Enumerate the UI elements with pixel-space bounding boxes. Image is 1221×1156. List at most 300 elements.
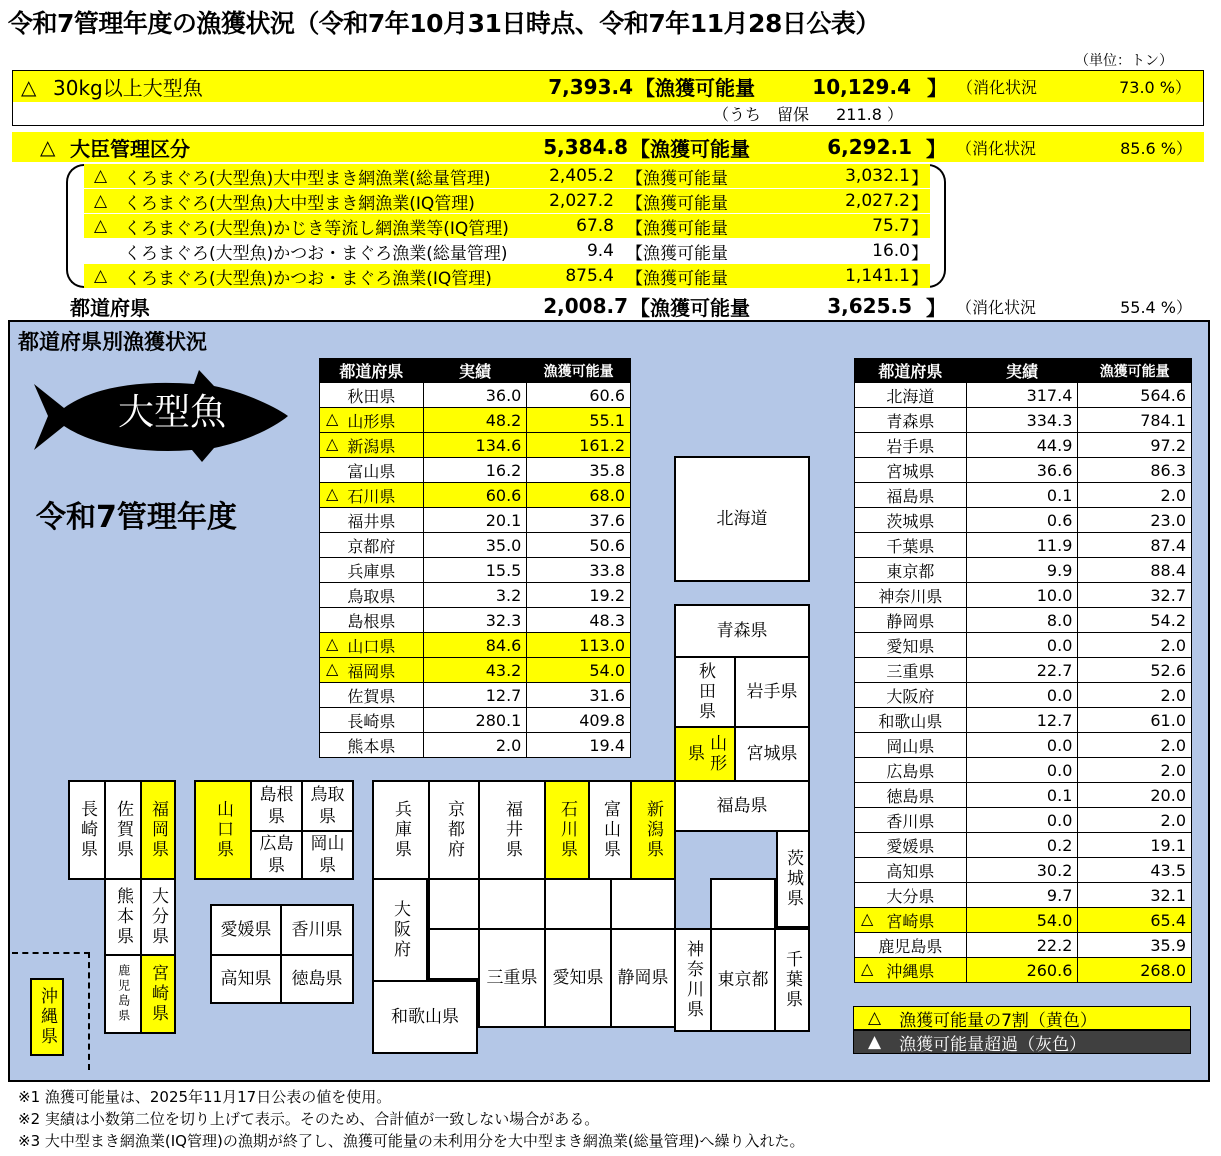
map-miyagi bbox=[734, 726, 810, 782]
catch-cell: 260.6 bbox=[966, 958, 1078, 983]
tac-cell: 19.4 bbox=[527, 733, 631, 758]
map-hyogo bbox=[372, 780, 430, 880]
map-yamagata bbox=[674, 726, 736, 782]
catch-cell: 11.9 bbox=[966, 533, 1078, 558]
map-label: 香川県 bbox=[291, 919, 343, 940]
col-header-pref: 都道府県 bbox=[855, 359, 967, 383]
pref-name: 福島県 bbox=[886, 486, 935, 506]
table-row bbox=[855, 708, 1192, 733]
table-row bbox=[320, 533, 631, 558]
map-label: 茨城県 bbox=[783, 849, 804, 909]
pref-cell bbox=[855, 858, 967, 883]
fishery-catch: 2,027.2 bbox=[549, 191, 614, 211]
pref-name: 徳島県 bbox=[886, 786, 935, 806]
tac-cell: 32.1 bbox=[1078, 883, 1192, 908]
pref-cell bbox=[855, 658, 967, 683]
footnote: ※1 漁獲可能量は、2025年11月17日公表の値を使用。 bbox=[18, 1088, 392, 1106]
table-row bbox=[320, 583, 631, 608]
tac-cell: 31.6 bbox=[527, 683, 631, 708]
map-toyama bbox=[588, 780, 632, 880]
catch-cell: 54.0 bbox=[966, 908, 1078, 933]
fishery-row bbox=[84, 164, 930, 188]
catch-cell: 36.6 bbox=[966, 458, 1078, 483]
pref-name: 香川県 bbox=[886, 811, 935, 831]
summary-row bbox=[12, 70, 1204, 102]
pref-cell bbox=[855, 758, 967, 783]
panel-heading: 都道府県別漁獲状況 bbox=[18, 330, 207, 354]
pref-name: 茨城県 bbox=[886, 511, 935, 531]
pref-name: 北海道 bbox=[886, 386, 935, 406]
tac-cell: 97.2 bbox=[1078, 433, 1192, 458]
map-label: 鹿児島県 bbox=[116, 964, 131, 1024]
catch-cell: 20.1 bbox=[423, 508, 527, 533]
status-mark: △ bbox=[861, 958, 874, 978]
tac-cell: 33.8 bbox=[527, 558, 631, 583]
map-fukuoka bbox=[140, 780, 176, 880]
pref-cell bbox=[855, 633, 967, 658]
pref-name: 和歌山県 bbox=[878, 711, 943, 731]
pref-name: 神奈川県 bbox=[878, 586, 943, 606]
fishery-row bbox=[84, 264, 930, 288]
catch-cell: 0.2 bbox=[966, 833, 1078, 858]
minister-tac: 6,292.1 bbox=[827, 135, 912, 159]
fishery-row bbox=[84, 239, 930, 263]
table-row bbox=[855, 783, 1192, 808]
minister-rate: 85.6 %） bbox=[1120, 138, 1192, 158]
catch-cell: 48.2 bbox=[423, 408, 527, 433]
catch-cell: 0.0 bbox=[966, 808, 1078, 833]
map-chiba bbox=[774, 928, 810, 1032]
map-tokyo bbox=[710, 928, 776, 1032]
catch-cell: 0.1 bbox=[966, 483, 1078, 508]
col-header-tac: 漁獲可能量 bbox=[1078, 359, 1192, 383]
prefecture-rate-label: （消化状況 bbox=[956, 297, 1037, 317]
legend-text: 漁獲可能量超過（灰色） bbox=[899, 1034, 1087, 1055]
prefecture-tac-label: 【漁獲可能量 bbox=[630, 295, 750, 320]
summary-tac: 10,129.4 bbox=[812, 74, 911, 99]
map-fukui bbox=[478, 780, 546, 880]
map-label: 愛知県 bbox=[552, 967, 604, 988]
map-ehime bbox=[210, 904, 282, 956]
catch-cell: 32.3 bbox=[423, 608, 527, 633]
pref-name: 愛知県 bbox=[886, 636, 935, 656]
pref-cell bbox=[320, 458, 424, 483]
map-kanagawa bbox=[674, 928, 712, 1032]
pref-cell bbox=[320, 708, 424, 733]
map-label: 石川県 bbox=[557, 800, 578, 860]
summary-rate-label: （消化状況 bbox=[957, 78, 1038, 97]
map-tokushima bbox=[280, 954, 354, 1004]
fishery-tac-label: 【漁獲可能量 bbox=[626, 268, 728, 289]
table-row bbox=[320, 508, 631, 533]
table-row bbox=[320, 458, 631, 483]
tac-cell: 409.8 bbox=[527, 708, 631, 733]
catch-cell: 0.0 bbox=[966, 683, 1078, 708]
tac-cell: 54.2 bbox=[1078, 608, 1192, 633]
minister-label: 大臣管理区分 bbox=[70, 136, 190, 161]
pref-name: 兵庫県 bbox=[347, 561, 396, 581]
table-row bbox=[855, 758, 1192, 783]
fishery-catch: 67.8 bbox=[576, 216, 614, 236]
status-mark: △ bbox=[326, 408, 339, 428]
map-okayama bbox=[301, 830, 354, 880]
catch-cell: 0.0 bbox=[966, 633, 1078, 658]
catch-cell: 44.9 bbox=[966, 433, 1078, 458]
catch-cell: 12.7 bbox=[966, 708, 1078, 733]
map-blank-block bbox=[544, 878, 612, 930]
map-label: 宮崎県 bbox=[148, 964, 169, 1024]
tac-cell: 61.0 bbox=[1078, 708, 1192, 733]
table-row bbox=[855, 558, 1192, 583]
pref-cell bbox=[320, 608, 424, 633]
pref-cell bbox=[855, 558, 967, 583]
catch-cell: 3.2 bbox=[423, 583, 527, 608]
table-row bbox=[855, 883, 1192, 908]
map-miyazaki bbox=[140, 954, 176, 1034]
table-row bbox=[855, 383, 1192, 408]
map-label: 北海道 bbox=[716, 508, 768, 529]
table-row bbox=[855, 858, 1192, 883]
legend-mark: ▲ bbox=[868, 1032, 882, 1052]
pref-name: 沖縄県 bbox=[886, 961, 935, 981]
pref-cell bbox=[320, 408, 424, 433]
status-mark: △ bbox=[326, 483, 339, 503]
pref-name: 岩手県 bbox=[886, 436, 935, 456]
map-label: 大阪府 bbox=[390, 900, 411, 960]
fishery-catch: 875.4 bbox=[565, 266, 614, 286]
col-header-catch: 実績 bbox=[423, 359, 527, 383]
fishery-tac-label: 【漁獲可能量 bbox=[626, 193, 728, 214]
catch-cell: 16.2 bbox=[423, 458, 527, 483]
map-label: 青森県 bbox=[716, 620, 768, 641]
tac-cell: 268.0 bbox=[1078, 958, 1192, 983]
tac-cell: 113.0 bbox=[527, 633, 631, 658]
catch-cell: 0.6 bbox=[966, 508, 1078, 533]
tac-cell: 2.0 bbox=[1078, 733, 1192, 758]
catch-cell: 134.6 bbox=[423, 433, 527, 458]
pref-name: 高知県 bbox=[886, 861, 935, 881]
pref-cell bbox=[855, 383, 967, 408]
minister-rate-label: （消化状況 bbox=[956, 138, 1037, 158]
catch-cell: 280.1 bbox=[423, 708, 527, 733]
tac-cell: 564.6 bbox=[1078, 383, 1192, 408]
pref-cell bbox=[320, 633, 424, 658]
pref-cell bbox=[855, 808, 967, 833]
catch-cell: 84.6 bbox=[423, 633, 527, 658]
pref-name: 福岡県 bbox=[347, 661, 396, 681]
map-label: 兵庫県 bbox=[391, 800, 412, 860]
fishery-tac: 75.7 bbox=[872, 216, 910, 236]
map-label: 佐賀県 bbox=[113, 800, 134, 860]
legend-mark: △ bbox=[868, 1008, 882, 1028]
catch-cell: 8.0 bbox=[966, 608, 1078, 633]
reserve-value: 211.8 ） bbox=[836, 105, 903, 124]
map-label: 沖縄県 bbox=[37, 987, 58, 1047]
pref-cell bbox=[855, 783, 967, 808]
map-label: 福島県 bbox=[716, 795, 768, 816]
fishery-tac: 1,141.1 bbox=[845, 266, 910, 286]
fishery-tac-label: 【漁獲可能量 bbox=[626, 168, 728, 189]
catch-cell: 317.4 bbox=[966, 383, 1078, 408]
pref-cell bbox=[855, 708, 967, 733]
catch-cell: 35.0 bbox=[423, 533, 527, 558]
pref-name: 富山県 bbox=[347, 461, 396, 481]
catch-cell: 36.0 bbox=[423, 383, 527, 408]
map-iwate bbox=[734, 656, 810, 728]
fish-label: 大型魚 bbox=[118, 392, 227, 433]
map-label: 高知県 bbox=[220, 968, 272, 989]
tac-cell: 2.0 bbox=[1078, 683, 1192, 708]
map-label: 和歌山県 bbox=[391, 1006, 459, 1027]
pref-name: 島根県 bbox=[347, 611, 396, 631]
pref-cell bbox=[855, 733, 967, 758]
summary-catch: 7,393.4 bbox=[548, 74, 633, 99]
tac-cell: 52.6 bbox=[1078, 658, 1192, 683]
map-shimane bbox=[250, 780, 303, 832]
summary-label: 30kg以上大型魚 bbox=[53, 76, 203, 100]
prefecture-rate: 55.4 %） bbox=[1120, 297, 1192, 317]
catch-cell: 22.7 bbox=[966, 658, 1078, 683]
fishery-name: くろまぐろ(大型魚)大中型まき網漁業(総量管理) bbox=[124, 168, 491, 189]
fishery-tac: 3,032.1 bbox=[845, 166, 910, 186]
catch-cell: 2.0 bbox=[423, 733, 527, 758]
pref-name: 千葉県 bbox=[886, 536, 935, 556]
pref-name: 静岡県 bbox=[886, 611, 935, 631]
tac-cell: 35.9 bbox=[1078, 933, 1192, 958]
pref-name: 広島県 bbox=[886, 761, 935, 781]
map-saga bbox=[104, 780, 142, 880]
map-label: 長崎県 bbox=[77, 800, 98, 860]
map-kyoto bbox=[428, 780, 480, 880]
table-row bbox=[855, 483, 1192, 508]
map-label: 島根県 bbox=[259, 784, 294, 827]
tac-cell: 161.2 bbox=[527, 433, 631, 458]
tac-cell: 86.3 bbox=[1078, 458, 1192, 483]
table-row bbox=[855, 733, 1192, 758]
catch-cell: 60.6 bbox=[423, 483, 527, 508]
reserve-row bbox=[12, 102, 1204, 126]
fishery-catch: 9.4 bbox=[586, 241, 614, 261]
tac-cell: 2.0 bbox=[1078, 633, 1192, 658]
pref-cell bbox=[320, 558, 424, 583]
pref-name: 山口県 bbox=[347, 636, 396, 656]
map-aomori bbox=[674, 604, 810, 658]
map-label: 静岡県 bbox=[617, 967, 669, 988]
reserve-label: （うち 留保 bbox=[713, 105, 810, 124]
catch-cell: 0.1 bbox=[966, 783, 1078, 808]
prefecture-label: 都道府県 bbox=[70, 295, 150, 320]
map-blank-block bbox=[710, 878, 776, 930]
pref-name: 岡山県 bbox=[886, 736, 935, 756]
status-mark: △ bbox=[861, 908, 874, 928]
catch-cell: 22.2 bbox=[966, 933, 1078, 958]
map-ibaraki bbox=[776, 830, 810, 928]
status-mark: △ bbox=[326, 433, 339, 453]
map-label: 福井県 bbox=[502, 800, 523, 860]
map-label: 岩手県 bbox=[746, 681, 798, 702]
pref-cell bbox=[320, 533, 424, 558]
tac-cell: 23.0 bbox=[1078, 508, 1192, 533]
map-akita bbox=[674, 656, 736, 728]
tac-cell: 2.0 bbox=[1078, 483, 1192, 508]
map-label: 福岡県 bbox=[148, 800, 169, 860]
table-row bbox=[320, 608, 631, 633]
pref-name: 福井県 bbox=[347, 511, 396, 531]
tac-cell: 32.7 bbox=[1078, 583, 1192, 608]
map-label: 山形県 bbox=[684, 734, 727, 774]
minister-mark: △ bbox=[40, 135, 56, 159]
pref-cell bbox=[320, 483, 424, 508]
pref-name: 大阪府 bbox=[886, 686, 935, 706]
okinawa-dashed-box bbox=[12, 952, 90, 1070]
map-hiroshima bbox=[250, 830, 303, 880]
table-row bbox=[855, 808, 1192, 833]
map-label: 東京都 bbox=[717, 969, 769, 990]
fishery-name: くろまぐろ(大型魚)大中型まき網漁業(IQ管理) bbox=[124, 193, 475, 214]
unit-label: （単位：トン） bbox=[1075, 53, 1173, 69]
tac-cell: 55.1 bbox=[527, 408, 631, 433]
pref-cell bbox=[320, 508, 424, 533]
map-label: 愛媛県 bbox=[220, 919, 272, 940]
table-row bbox=[855, 583, 1192, 608]
table-row bbox=[320, 708, 631, 733]
pref-cell bbox=[320, 683, 424, 708]
right-prefecture-table bbox=[854, 358, 1192, 983]
pref-cell bbox=[855, 433, 967, 458]
map-kagoshima bbox=[104, 954, 142, 1034]
map-label: 三重県 bbox=[486, 967, 538, 988]
catch-cell: 0.0 bbox=[966, 758, 1078, 783]
map-label: 秋田県 bbox=[695, 662, 716, 722]
prefecture-catch: 2,008.7 bbox=[543, 294, 628, 318]
tac-cell: 68.0 bbox=[527, 483, 631, 508]
pref-cell bbox=[855, 608, 967, 633]
fishery-close: 】 bbox=[911, 168, 928, 189]
pref-name: 三重県 bbox=[886, 661, 935, 681]
catch-cell: 12.7 bbox=[423, 683, 527, 708]
pref-name: 青森県 bbox=[886, 411, 935, 431]
fishery-name: くろまぐろ(大型魚)かつお・まぐろ漁業(IQ管理) bbox=[124, 268, 492, 289]
prefecture-close: 】 bbox=[926, 295, 946, 320]
table-row bbox=[320, 683, 631, 708]
fishery-tac: 16.0 bbox=[872, 241, 910, 261]
year-label: 令和7管理年度 bbox=[36, 500, 237, 535]
map-wakayama bbox=[372, 980, 478, 1054]
map-shizuoka bbox=[610, 928, 676, 1028]
pref-cell bbox=[855, 958, 967, 983]
table-row bbox=[320, 383, 631, 408]
pref-cell bbox=[855, 833, 967, 858]
table-row bbox=[855, 533, 1192, 558]
prefecture-row bbox=[12, 292, 1204, 320]
legend-item bbox=[853, 1030, 1191, 1054]
minister-catch: 5,384.8 bbox=[543, 135, 628, 159]
pref-cell bbox=[855, 683, 967, 708]
map-label: 千葉県 bbox=[782, 950, 803, 1010]
map-label: 京都府 bbox=[444, 800, 465, 860]
map-label: 熊本県 bbox=[113, 887, 134, 947]
pref-name: 鹿児島県 bbox=[878, 936, 943, 956]
table-row bbox=[855, 933, 1192, 958]
fishery-close: 】 bbox=[911, 218, 928, 239]
tac-cell: 19.2 bbox=[527, 583, 631, 608]
pref-name: 山形県 bbox=[347, 411, 396, 431]
tac-cell: 87.4 bbox=[1078, 533, 1192, 558]
map-niigata bbox=[630, 780, 676, 880]
map-label: 広島県 bbox=[259, 833, 294, 876]
tac-cell: 2.0 bbox=[1078, 808, 1192, 833]
map-osaka bbox=[372, 878, 428, 982]
map-blank-block bbox=[428, 928, 480, 980]
tac-cell: 60.6 bbox=[527, 383, 631, 408]
map-aichi bbox=[544, 928, 612, 1028]
summary-rate: 73.0 %） bbox=[1119, 78, 1191, 97]
pref-cell bbox=[855, 458, 967, 483]
table-row bbox=[320, 658, 631, 683]
pref-name: 宮崎県 bbox=[886, 911, 935, 931]
pref-cell bbox=[855, 408, 967, 433]
table-row bbox=[320, 483, 631, 508]
page-title: 令和7管理年度の漁獲状況（令和7年10月31日時点、令和7年11月28日公表） bbox=[8, 9, 880, 38]
tac-cell: 784.1 bbox=[1078, 408, 1192, 433]
fishery-close: 】 bbox=[911, 243, 928, 264]
fishery-catch: 2,405.2 bbox=[549, 166, 614, 186]
map-label: 大分県 bbox=[148, 887, 169, 947]
map-blank-block bbox=[610, 878, 676, 930]
map-label: 岡山県 bbox=[310, 833, 345, 876]
tac-cell: 35.8 bbox=[527, 458, 631, 483]
map-oita bbox=[140, 878, 176, 956]
map-label: 鳥取県 bbox=[310, 784, 345, 827]
map-yamaguchi bbox=[194, 780, 252, 880]
fishery-mark: △ bbox=[94, 191, 108, 211]
table-row bbox=[855, 408, 1192, 433]
summary-mark: △ bbox=[21, 74, 37, 99]
fishery-close: 】 bbox=[911, 193, 928, 214]
catch-cell: 15.5 bbox=[423, 558, 527, 583]
table-row bbox=[320, 408, 631, 433]
map-blank-block bbox=[428, 878, 480, 930]
tac-cell: 48.3 bbox=[527, 608, 631, 633]
map-kagawa bbox=[280, 904, 354, 956]
map-kochi bbox=[210, 954, 282, 1004]
map-blank-block bbox=[478, 878, 546, 930]
tac-cell: 54.0 bbox=[527, 658, 631, 683]
prefecture-tac: 3,625.5 bbox=[827, 294, 912, 318]
pref-name: 新潟県 bbox=[347, 436, 396, 456]
status-mark: △ bbox=[326, 658, 339, 678]
pref-name: 大分県 bbox=[886, 886, 935, 906]
table-row bbox=[855, 908, 1192, 933]
pref-name: 京都府 bbox=[347, 536, 396, 556]
pref-name: 東京都 bbox=[886, 561, 935, 581]
fishery-mark: △ bbox=[94, 166, 108, 186]
fishery-tac-label: 【漁獲可能量 bbox=[626, 243, 728, 264]
map-label: 山口県 bbox=[213, 800, 234, 860]
map-nagasaki bbox=[68, 780, 106, 880]
pref-name: 佐賀県 bbox=[347, 686, 396, 706]
pref-cell bbox=[320, 733, 424, 758]
pref-cell bbox=[855, 483, 967, 508]
tac-cell: 50.6 bbox=[527, 533, 631, 558]
fishery-mark: △ bbox=[94, 266, 108, 286]
map-label: 宮城県 bbox=[746, 743, 798, 764]
tac-cell: 19.1 bbox=[1078, 833, 1192, 858]
catch-cell: 0.0 bbox=[966, 733, 1078, 758]
pref-name: 愛媛県 bbox=[886, 836, 935, 856]
pref-cell bbox=[320, 433, 424, 458]
pref-name: 宮城県 bbox=[886, 461, 935, 481]
